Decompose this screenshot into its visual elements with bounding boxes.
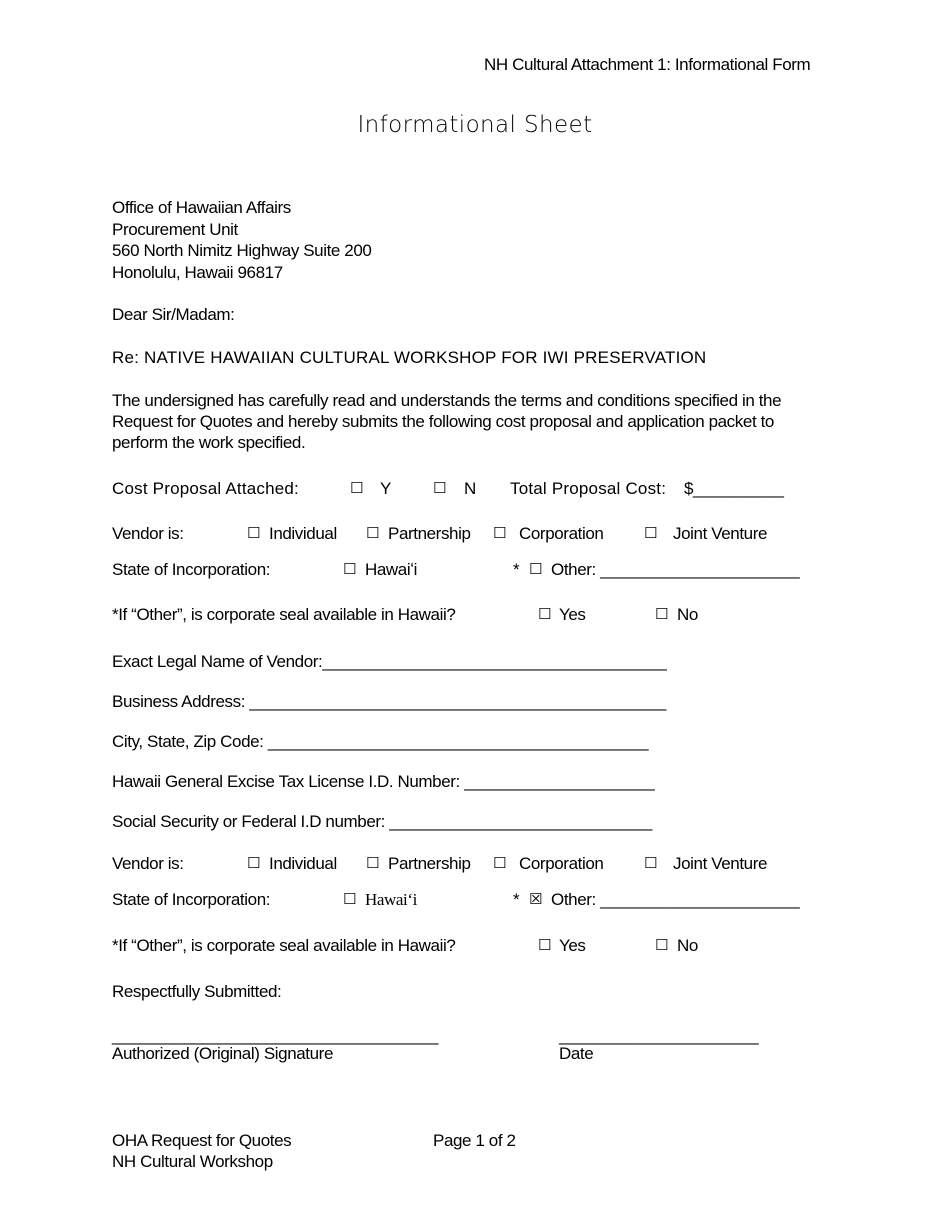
city-state-zip-field[interactable]: City, State, Zip Code: __________________________________________: [112, 732, 649, 751]
cost-yes-label: Y: [380, 479, 391, 498]
vendor-label-2: Vendor is:: [112, 854, 184, 873]
seal-question: *If “Other”, is corporate seal available in Hawaii?: [112, 605, 456, 624]
state-other-field[interactable]: Other: ______________________: [551, 560, 800, 579]
cost-proposal-label: Cost Proposal Attached:: [112, 479, 299, 498]
vendor-corporation-checkbox-2[interactable]: ☐: [493, 854, 507, 872]
footer-workshop: NH Cultural Workshop: [112, 1152, 273, 1171]
state-hawaii-checkbox[interactable]: ☐: [343, 560, 357, 578]
signature-label: Authorized (Original) Signature: [112, 1044, 333, 1063]
seal-yes-label-2: Yes: [559, 936, 586, 955]
vendor-label: Vendor is:: [112, 524, 184, 543]
seal-no-checkbox-2[interactable]: ☐: [655, 936, 669, 954]
vendor-corporation-label: Corporation: [519, 524, 604, 543]
date-field[interactable]: ______________________: [559, 1026, 759, 1045]
address-line-2: Procurement Unit: [112, 219, 238, 239]
state-hawaii-label: Hawaiʻi: [365, 560, 417, 579]
seal-no-label: No: [677, 605, 698, 624]
vendor-joint-venture-label: Joint Venture: [673, 524, 768, 543]
seal-yes-label: Yes: [559, 605, 586, 624]
seal-yes-checkbox-2[interactable]: ☐: [538, 936, 552, 954]
vendor-partnership-label-2: Partnership: [388, 854, 471, 873]
business-address-field[interactable]: Business Address: ______________________________________________: [112, 692, 666, 711]
state-incorporation-label: State of Incorporation:: [112, 560, 271, 579]
excise-tax-license-field[interactable]: Hawaii General Excise Tax License I.D. Number: _____________________: [112, 772, 655, 791]
footer-rfq: OHA Request for Quotes: [112, 1131, 292, 1150]
address-line-1: Office of Hawaiian Affairs: [112, 198, 291, 217]
intro-paragraph: The undersigned has carefully read and understands the terms and conditions specified in the Request for Quotes and hereby submits the following cost proposal and application packet to perform the work specified.: [112, 391, 782, 452]
vendor-joint-venture-checkbox-2[interactable]: ☐: [644, 854, 658, 872]
state-incorporation-label-2: State of Incorporation:: [112, 890, 271, 909]
seal-question-2: *If “Other”, is corporate seal available in Hawaii?: [112, 936, 456, 955]
respectfully-submitted: Respectfully Submitted:: [112, 982, 282, 1001]
address-line-3: 560 North Nimitz Highway Suite 200: [112, 241, 372, 260]
state-hawaii-label-2: Hawaiʻi: [365, 890, 417, 909]
page-number: Page 1 of 2: [433, 1131, 516, 1150]
signature-field[interactable]: ____________________________________: [112, 1026, 438, 1045]
re-line: Re: NATIVE HAWAIIAN CULTURAL WORKSHOP FOR IWI PRESERVATION: [112, 348, 707, 367]
address-line-4: Honolulu, Hawaii 96817: [112, 262, 283, 282]
state-other-checkbox[interactable]: ☐: [529, 560, 543, 578]
vendor-individual-label-2: Individual: [269, 854, 337, 873]
cost-no-checkbox[interactable]: ☐: [433, 479, 447, 497]
state-other-checkbox-checked[interactable]: ☒: [529, 890, 543, 908]
vendor-joint-venture-label-2: Joint Venture: [673, 854, 768, 873]
seal-yes-checkbox[interactable]: ☐: [538, 605, 552, 623]
total-cost-label: Total Proposal Cost:: [510, 479, 667, 498]
total-cost-field[interactable]: $__________: [684, 479, 784, 498]
seal-no-label-2: No: [677, 936, 698, 955]
legal-name-field[interactable]: Exact Legal Name of Vendor:______________________________________: [112, 652, 667, 671]
state-other-field-2[interactable]: Other: ______________________: [551, 890, 800, 909]
vendor-individual-label: Individual: [269, 524, 337, 543]
cost-no-label: N: [464, 479, 476, 498]
vendor-joint-venture-checkbox[interactable]: ☐: [644, 524, 658, 542]
vendor-corporation-label-2: Corporation: [519, 854, 604, 873]
date-label: Date: [559, 1044, 594, 1063]
salutation: Dear Sir/Madam:: [112, 305, 235, 324]
attachment-title: NH Cultural Attachment 1: Informational Form: [484, 55, 811, 74]
federal-id-field[interactable]: Social Security or Federal I.D number: _____________________________: [112, 812, 652, 831]
seal-no-checkbox[interactable]: ☐: [655, 605, 669, 623]
vendor-corporation-checkbox[interactable]: ☐: [493, 524, 507, 542]
vendor-partnership-checkbox[interactable]: ☐: [366, 524, 380, 542]
vendor-individual-checkbox-2[interactable]: ☐: [247, 854, 261, 872]
cost-yes-checkbox[interactable]: ☐: [350, 479, 364, 497]
other-asterisk: *: [513, 560, 520, 579]
vendor-partnership-label: Partnership: [388, 524, 471, 543]
other-asterisk-2: *: [513, 890, 520, 909]
page-title: Informational Sheet: [357, 112, 593, 138]
address-block: [112, 197, 371, 283]
vendor-partnership-checkbox-2[interactable]: ☐: [366, 854, 380, 872]
vendor-individual-checkbox[interactable]: ☐: [247, 524, 261, 542]
state-hawaii-checkbox-2[interactable]: ☐: [343, 890, 357, 908]
